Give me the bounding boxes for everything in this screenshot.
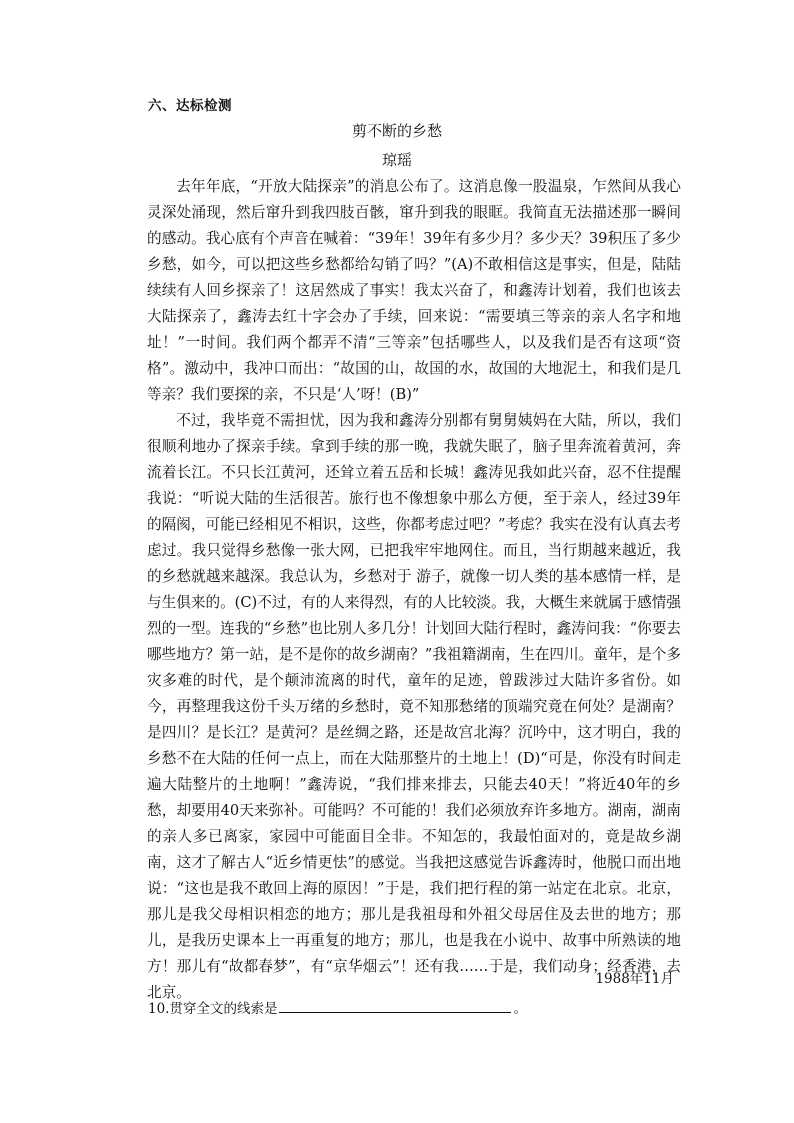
article-date: 1988年11月 [595,971,674,987]
question-suffix: 。 [513,1001,527,1017]
answer-blank[interactable] [279,996,511,1013]
article-author: 琼瑶 [381,151,412,169]
question-prompt: 10.贯穿全文的线索是 [148,1001,278,1017]
question-10 [148,996,527,1017]
article-body [147,174,681,1006]
article-title: 剪不断的乡愁 [351,122,442,140]
article-paragraph-1: 去年年底，“开放大陆探亲”的消息公布了。这消息像一股温泉，乍然间从我心灵深处涌现，然后窜升到我四肢百骸，窜升到我的眼眶。我简直无法描述那一瞬间的感动。我心底有个声音在喊着：“39年！39年有多少月？多少天？39积压了多少乡愁，如今，可以把这些乡愁都给勾销了吗？”(A)不敢相信这是事实，但是，陆陆续续有人回乡探亲了！这居然成了事实！我太兴奋了，和鑫涛计划着，我们也该去大陆探亲了，鑫涛去红十字会办了手续，回来说：“需要填三等亲的亲人名字和地址！”一时间。我们两个都弄不清“三等亲”包括哪些人，以及我们是否有这项“资格”。激动中，我冲口而出：“故国的山，故国的水，故国的大地泥土，和我们是几等亲？我们要探的亲，不只是‘人’呀！(B)” [147,178,681,403]
article-paragraph-2: 不过，我毕竟不需担忧，因为我和鑫涛分别都有舅舅姨妈在大陆，所以，我们很顺利地办了探亲手续。拿到手续的那一晚，我就失眠了，脑子里奔流着黄河，奔流着长江。不只长江黄河，还耸立着五岳和长城！鑫涛见我如此兴奋，忍不住提醒我说：“听说大陆的生活很苦。旅行也不像想象中那么方便，至于亲人，经过39年的隔阂，可能已经相见不相识，这些，你都考虑过吧？”考虑？我实在没有认真去考虑过。我只觉得乡愁像一张大网，已把我牢牢地网住。而且，当行期越来越近，我的乡愁就越来越深。我总认为，乡愁对于 游子，就像一切人类的基本感情一样，是与生俱来的。(C)不过，有的人来得烈，有的人比较淡。我，大概生来就属于感情强烈的一型。连我的“乡愁”也比别人多几分！计划回大陆行程时，鑫涛问我：“你要去哪些地方？第一站，是不是你的故乡湖南？”我祖籍湖南，生在四川。童年，是个多灾多难的时代，是个颠沛流离的时代，童年的足迹，曾跋涉过大陆许多省份。如今，再整理我这份千头万绪的乡愁时，竟不知那愁绪的顶端究竟在何处？是湖南？是四川？是长江？是黄河？是丝绸之路，还是故宫北海？沉吟中，这才明白，我的乡愁不在大陆的任何一点上，而在大陆那整片的土地上！(D)“可是，你没有时间走遍大陆整片的土地啊！”鑫涛说，“我们排来排去，只能去40天！”将近40年的乡愁，却要用40天来弥补。可能吗？不可能的！我们必须放弃许多地方。湖南，湖南的亲人多已离家，家园中可能面目全非。不知怎的，我最怕面对的，竟是故乡湖南，这才了解古人“近乡情更怯”的感觉。当我把这感觉告诉鑫涛时，他脱口而出地说：“这也是我不敢回上海的原因！”于是，我们把行程的第一站定在北京。北京，那儿是我父母相识相恋的地方；那儿是我祖母和外祖父母居住及去世的地方；那儿，是我历史课本上一再重复的地方；那儿，也是我在小说中、故事中所熟读的地方！那儿有“故都春梦”，有“京华烟云”！还有我……于是，我们动身；经香港，去北京。 [147,412,681,1001]
section-heading: 六、达标检测 [148,98,232,114]
